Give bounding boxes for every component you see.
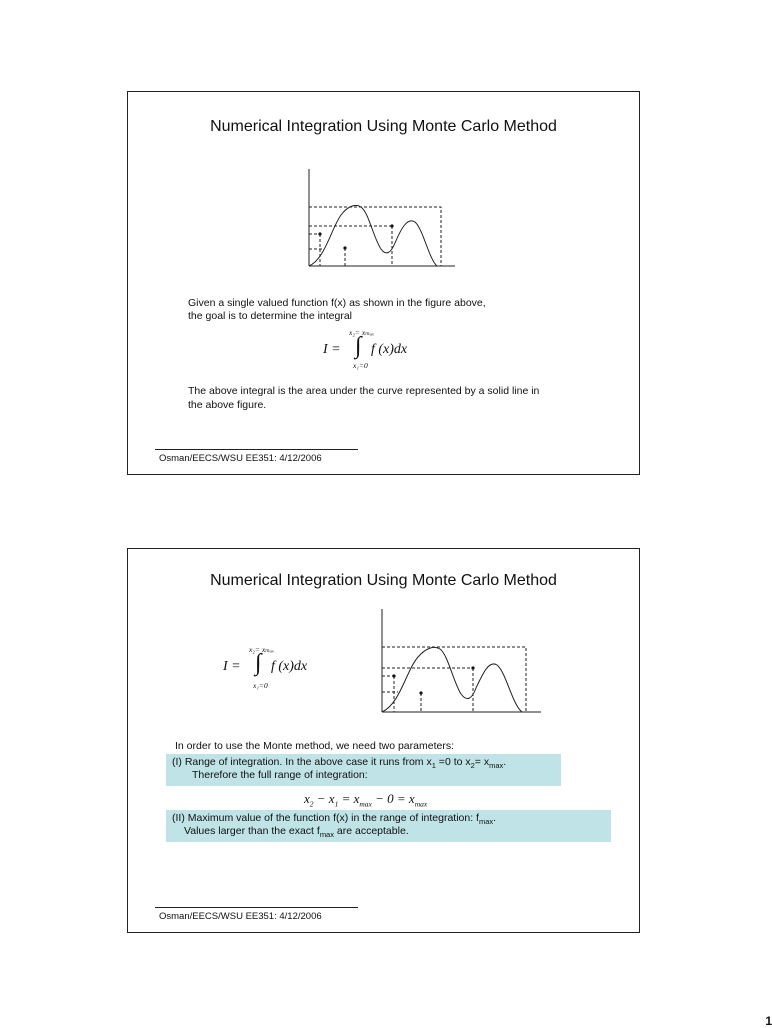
max-line-1: (II) Maximum value of the function f(x) in the range of integration: $f_{max}$. (172, 812, 497, 827)
slide-title: Numerical Integration Using Monte Carlo Method (210, 118, 557, 135)
slide-1 (127, 91, 640, 475)
intro-text: In order to use the Monte method, we need two parameters: (175, 740, 454, 752)
slide-2 (127, 548, 640, 933)
integral-lower-limit: x₁=0 (253, 681, 268, 690)
intro-line-2: the goal is to determine the integral (188, 310, 353, 322)
max-line-2: Values larger than the exact $f_{max}$ are acceptable. (184, 825, 409, 840)
explanation-line-1: The above integral is the area under the curve represented by a solid line in (188, 385, 540, 397)
integral-formula (323, 328, 433, 370)
range-line-1: (I) Range of integration. In the above case it runs from $x_1 =0$ to $x_2= x_{max}$. (172, 756, 507, 771)
function-plot (303, 167, 458, 272)
integral-upper-limit: x₂= xₘₐₓ (349, 328, 375, 337)
range-line-2: Therefore the full range of integration: (192, 769, 368, 781)
integral-formula (223, 645, 333, 693)
explanation-line-2: the above figure. (188, 399, 267, 411)
page-number: 1 (765, 1014, 772, 1028)
footer-rule (155, 907, 358, 908)
integral-lhs: I = (223, 659, 241, 674)
slide-footer: Osman/EECS/WSU EE351: 4/12/2006 (159, 911, 322, 922)
integral-integrand: f (x)dx (371, 342, 408, 357)
footer-rule (155, 449, 358, 450)
range-formula: $x_2 - x_1 = x_{max} - 0 = x_{max}$ (304, 791, 428, 809)
integral-sign: ∫ (355, 333, 362, 359)
slide-title: Numerical Integration Using Monte Carlo Method (210, 572, 557, 589)
integral-upper-limit: x₂= xₘₐₓ (249, 645, 275, 654)
intro-line-1: Given a single valued function f(x) as shown in the figure above, (188, 297, 486, 309)
parameter-max-box (166, 810, 611, 842)
integral-lhs: I = (323, 342, 341, 357)
integral-integrand: f (x)dx (271, 659, 308, 674)
parameter-range-box (166, 754, 561, 786)
integral-sign: ∫ (255, 650, 262, 676)
function-plot (376, 607, 544, 717)
slide-footer: Osman/EECS/WSU EE351: 4/12/2006 (159, 453, 322, 464)
integral-lower-limit: x₁=0 (353, 361, 368, 370)
